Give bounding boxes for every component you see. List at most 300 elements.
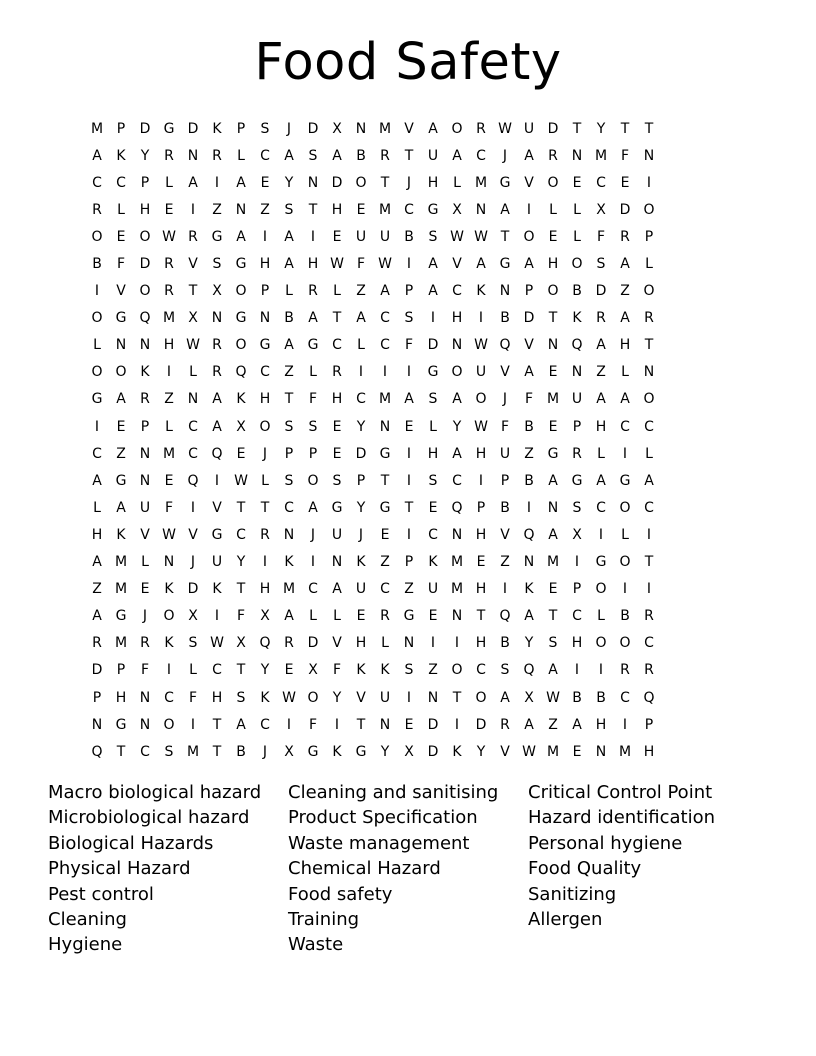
grid-letter: N bbox=[451, 526, 463, 543]
grid-letter: A bbox=[524, 608, 534, 625]
grid-letter: A bbox=[428, 256, 438, 273]
grid-letter: A bbox=[332, 147, 342, 164]
grid-letter: O bbox=[619, 499, 631, 516]
grid-letter: O bbox=[139, 283, 151, 300]
grid-letter: S bbox=[164, 743, 174, 760]
grid-letter: G bbox=[355, 743, 367, 760]
grid-letter: I bbox=[406, 445, 412, 462]
grid-letter: K bbox=[452, 743, 462, 760]
grid-letter: I bbox=[622, 445, 628, 462]
grid-letter: F bbox=[164, 499, 174, 516]
grid-letter: T bbox=[284, 391, 294, 408]
grid-letter: G bbox=[115, 472, 127, 489]
grid-letter: R bbox=[572, 445, 582, 462]
grid-letter: N bbox=[451, 608, 463, 625]
grid-letter: M bbox=[450, 554, 464, 571]
grid-letter: X bbox=[332, 120, 342, 137]
word-item: Waste bbox=[288, 934, 344, 956]
grid-letter: N bbox=[499, 283, 511, 300]
word-item: Pest control bbox=[48, 883, 154, 905]
grid-letter: N bbox=[283, 526, 295, 543]
grid-letter: I bbox=[310, 554, 316, 571]
grid-letter: C bbox=[596, 174, 606, 191]
grid-letter: L bbox=[93, 337, 101, 354]
grid-row bbox=[85, 250, 733, 277]
grid-letter: I bbox=[526, 201, 532, 218]
grid-letter: Z bbox=[212, 201, 222, 218]
grid-letter: G bbox=[403, 608, 415, 625]
grid-letter: I bbox=[166, 662, 172, 679]
grid-letter: C bbox=[380, 581, 390, 598]
grid-letter: I bbox=[598, 662, 604, 679]
grid-letter: O bbox=[91, 310, 103, 327]
grid-row bbox=[85, 386, 733, 413]
grid-letter: S bbox=[284, 472, 294, 489]
grid-letter: W bbox=[186, 337, 200, 354]
grid-letter: F bbox=[596, 228, 606, 245]
grid-letter: O bbox=[235, 337, 247, 354]
grid-letter: X bbox=[260, 608, 270, 625]
grid-letter: A bbox=[548, 662, 558, 679]
grid-letter: L bbox=[93, 499, 101, 516]
grid-letter: A bbox=[116, 499, 126, 516]
grid-letter: I bbox=[262, 228, 268, 245]
grid-letter: Y bbox=[284, 174, 294, 191]
grid-letter: Q bbox=[523, 662, 535, 679]
grid-letter: V bbox=[188, 256, 198, 273]
grid-letter: I bbox=[574, 554, 580, 571]
grid-letter: G bbox=[619, 472, 631, 489]
grid-letter: K bbox=[260, 689, 270, 706]
grid-letter: T bbox=[452, 689, 462, 706]
grid-letter: C bbox=[644, 499, 654, 516]
grid-letter: Y bbox=[332, 689, 342, 706]
grid-letter: A bbox=[284, 228, 294, 245]
grid-letter: T bbox=[644, 337, 654, 354]
grid-letter: Q bbox=[187, 472, 199, 489]
grid-letter: H bbox=[619, 337, 631, 354]
grid-letter: L bbox=[309, 608, 317, 625]
grid-letter: H bbox=[427, 445, 439, 462]
grid-letter: R bbox=[164, 256, 174, 273]
grid-letter: C bbox=[404, 201, 414, 218]
grid-letter: N bbox=[187, 391, 199, 408]
grid-letter: P bbox=[404, 283, 414, 300]
word-column bbox=[48, 780, 261, 958]
grid-letter: I bbox=[622, 716, 628, 733]
word-item: Food safety bbox=[288, 883, 393, 905]
grid-letter: M bbox=[186, 743, 200, 760]
grid-letter: G bbox=[547, 445, 559, 462]
grid-letter: O bbox=[475, 391, 487, 408]
grid-letter: I bbox=[478, 310, 484, 327]
grid-letter: D bbox=[91, 662, 103, 679]
grid-letter: H bbox=[355, 635, 367, 652]
grid-letter: O bbox=[451, 364, 463, 381]
grid-letter: C bbox=[356, 391, 366, 408]
grid-letter: A bbox=[92, 472, 102, 489]
grid-letter: T bbox=[236, 499, 246, 516]
grid-letter: A bbox=[428, 283, 438, 300]
grid-letter: U bbox=[379, 228, 391, 245]
grid-letter: T bbox=[644, 120, 654, 137]
grid-letter: U bbox=[523, 120, 535, 137]
grid-letter: H bbox=[475, 526, 487, 543]
grid-letter: D bbox=[331, 174, 343, 191]
grid-letter: A bbox=[236, 228, 246, 245]
word-item: Training bbox=[288, 909, 360, 931]
grid-letter: C bbox=[476, 662, 486, 679]
grid-letter: J bbox=[262, 445, 268, 462]
grid-row bbox=[85, 142, 733, 169]
grid-letter: P bbox=[644, 228, 654, 245]
grid-letter: P bbox=[572, 581, 582, 598]
grid-letter: H bbox=[427, 174, 439, 191]
grid-letter: L bbox=[261, 472, 269, 489]
grid-letter: A bbox=[620, 391, 630, 408]
grid-letter: N bbox=[259, 310, 271, 327]
grid-letter: Z bbox=[92, 581, 102, 598]
grid-letter: M bbox=[162, 310, 176, 327]
grid-letter: G bbox=[115, 310, 127, 327]
grid-letter: B bbox=[92, 256, 102, 273]
grid-letter: D bbox=[475, 716, 487, 733]
grid-letter: H bbox=[595, 418, 607, 435]
grid-letter: L bbox=[381, 635, 389, 652]
grid-letter: P bbox=[92, 689, 102, 706]
grid-letter: H bbox=[163, 337, 175, 354]
grid-letter: T bbox=[548, 608, 558, 625]
grid-letter: P bbox=[500, 472, 510, 489]
grid-letter: L bbox=[597, 445, 605, 462]
grid-row bbox=[85, 359, 733, 386]
grid-letter: Q bbox=[235, 364, 247, 381]
grid-letter: N bbox=[571, 147, 583, 164]
grid-letter: W bbox=[378, 256, 392, 273]
grid-letter: A bbox=[428, 120, 438, 137]
grid-letter: A bbox=[476, 256, 486, 273]
word-item: Waste management bbox=[288, 832, 470, 854]
grid-letter: Z bbox=[284, 364, 294, 381]
letter-grid bbox=[85, 115, 733, 765]
grid-letter: T bbox=[644, 554, 654, 571]
grid-letter: V bbox=[116, 283, 126, 300]
grid-letter: N bbox=[427, 689, 439, 706]
grid-letter: T bbox=[212, 716, 222, 733]
grid-letter: G bbox=[499, 256, 511, 273]
grid-letter: A bbox=[212, 418, 222, 435]
word-item: Hygiene bbox=[48, 934, 123, 956]
grid-letter: W bbox=[282, 689, 296, 706]
grid-letter: G bbox=[307, 337, 319, 354]
word-item: Biological Hazards bbox=[48, 832, 214, 854]
grid-letter: H bbox=[475, 445, 487, 462]
grid-letter: U bbox=[475, 364, 487, 381]
grid-letter: G bbox=[235, 256, 247, 273]
grid-letter: P bbox=[116, 662, 126, 679]
grid-letter: E bbox=[140, 581, 150, 598]
grid-row bbox=[85, 413, 733, 440]
grid-letter: M bbox=[114, 635, 128, 652]
grid-letter: N bbox=[595, 743, 607, 760]
grid-letter: W bbox=[474, 418, 488, 435]
grid-letter: C bbox=[260, 716, 270, 733]
grid-letter: V bbox=[404, 120, 414, 137]
grid-letter: J bbox=[310, 526, 316, 543]
grid-letter: X bbox=[524, 689, 534, 706]
word-list bbox=[0, 780, 816, 980]
grid-letter: M bbox=[162, 445, 176, 462]
grid-letter: R bbox=[620, 662, 630, 679]
grid-letter: N bbox=[139, 337, 151, 354]
grid-letter: E bbox=[404, 418, 414, 435]
grid-row bbox=[85, 278, 733, 305]
grid-letter: P bbox=[236, 120, 246, 137]
grid-letter: N bbox=[139, 716, 151, 733]
grid-letter: V bbox=[500, 364, 510, 381]
grid-letter: A bbox=[284, 608, 294, 625]
grid-letter: C bbox=[620, 689, 630, 706]
grid-letter: T bbox=[236, 662, 246, 679]
grid-letter: S bbox=[212, 256, 222, 273]
grid-letter: W bbox=[234, 472, 248, 489]
grid-letter: Z bbox=[380, 554, 390, 571]
grid-letter: M bbox=[114, 554, 128, 571]
grid-letter: O bbox=[91, 228, 103, 245]
grid-letter: O bbox=[619, 554, 631, 571]
grid-letter: E bbox=[332, 228, 342, 245]
grid-letter: N bbox=[307, 174, 319, 191]
word-column bbox=[528, 780, 715, 932]
grid-letter: W bbox=[474, 228, 488, 245]
grid-letter: O bbox=[163, 716, 175, 733]
grid-letter: Y bbox=[260, 662, 270, 679]
grid-letter: E bbox=[476, 554, 486, 571]
grid-letter: R bbox=[260, 526, 270, 543]
grid-letter: D bbox=[187, 120, 199, 137]
grid-letter: H bbox=[331, 391, 343, 408]
grid-letter: L bbox=[573, 201, 581, 218]
grid-letter: I bbox=[382, 364, 388, 381]
grid-letter: E bbox=[260, 174, 270, 191]
grid-letter: A bbox=[188, 174, 198, 191]
grid-letter: S bbox=[404, 662, 414, 679]
grid-letter: F bbox=[308, 391, 318, 408]
grid-letter: L bbox=[453, 174, 461, 191]
grid-row bbox=[85, 549, 733, 576]
grid-letter: N bbox=[475, 201, 487, 218]
grid-letter: H bbox=[331, 201, 343, 218]
grid-letter: C bbox=[284, 499, 294, 516]
word-item: Critical Control Point bbox=[528, 782, 713, 803]
grid-letter: C bbox=[212, 662, 222, 679]
grid-letter: D bbox=[307, 635, 319, 652]
grid-letter: D bbox=[307, 120, 319, 137]
grid-letter: A bbox=[92, 608, 102, 625]
grid-letter: D bbox=[427, 337, 439, 354]
grid-row bbox=[85, 521, 733, 548]
grid-letter: I bbox=[502, 581, 508, 598]
grid-letter: X bbox=[596, 201, 606, 218]
word-item: Cleaning bbox=[48, 909, 127, 931]
grid-letter: H bbox=[643, 743, 655, 760]
grid-letter: B bbox=[500, 635, 510, 652]
grid-letter: C bbox=[260, 147, 270, 164]
grid-letter: S bbox=[260, 120, 270, 137]
grid-letter: Z bbox=[596, 364, 606, 381]
word-item: Microbiological hazard bbox=[48, 807, 250, 829]
grid-letter: C bbox=[620, 418, 630, 435]
grid-letter: O bbox=[91, 364, 103, 381]
grid-letter: N bbox=[643, 364, 655, 381]
grid-letter: I bbox=[430, 635, 436, 652]
grid-letter: A bbox=[620, 310, 630, 327]
grid-letter: T bbox=[380, 174, 390, 191]
grid-letter: K bbox=[356, 662, 366, 679]
grid-letter: N bbox=[163, 554, 175, 571]
grid-letter: Y bbox=[140, 147, 150, 164]
grid-letter: Z bbox=[260, 201, 270, 218]
grid-letter: L bbox=[573, 228, 581, 245]
grid-letter: E bbox=[164, 472, 174, 489]
grid-letter: L bbox=[189, 662, 197, 679]
grid-letter: X bbox=[452, 201, 462, 218]
grid-letter: O bbox=[139, 228, 151, 245]
grid-letter: L bbox=[237, 147, 245, 164]
grid-letter: V bbox=[188, 526, 198, 543]
grid-row bbox=[85, 115, 733, 142]
grid-row bbox=[85, 332, 733, 359]
grid-letter: E bbox=[356, 201, 366, 218]
grid-letter: M bbox=[618, 743, 632, 760]
grid-letter: R bbox=[92, 635, 102, 652]
grid-letter: C bbox=[452, 283, 462, 300]
grid-row bbox=[85, 169, 733, 196]
grid-letter: G bbox=[571, 472, 583, 489]
puzzle-title: Food Safety bbox=[254, 33, 562, 92]
grid-letter: F bbox=[116, 256, 126, 273]
grid-letter: X bbox=[236, 418, 246, 435]
grid-letter: P bbox=[140, 418, 150, 435]
word-item: Personal hygiene bbox=[528, 832, 683, 854]
grid-row bbox=[85, 576, 733, 603]
grid-letter: R bbox=[500, 716, 510, 733]
grid-letter: D bbox=[427, 716, 439, 733]
grid-letter: N bbox=[379, 716, 391, 733]
grid-row bbox=[85, 223, 733, 250]
grid-letter: Q bbox=[139, 310, 151, 327]
grid-letter: P bbox=[476, 499, 486, 516]
grid-letter: N bbox=[355, 120, 367, 137]
grid-letter: C bbox=[644, 635, 654, 652]
grid-letter: Q bbox=[499, 337, 511, 354]
grid-letter: Q bbox=[571, 337, 583, 354]
grid-letter: L bbox=[357, 337, 365, 354]
grid-letter: G bbox=[211, 526, 223, 543]
grid-letter: I bbox=[310, 228, 316, 245]
grid-letter: P bbox=[308, 445, 318, 462]
grid-letter: D bbox=[619, 201, 631, 218]
grid-letter: A bbox=[548, 472, 558, 489]
grid-letter: R bbox=[476, 120, 486, 137]
grid-letter: E bbox=[332, 418, 342, 435]
grid-letter: T bbox=[548, 310, 558, 327]
grid-letter: N bbox=[379, 418, 391, 435]
grid-letter: M bbox=[594, 147, 608, 164]
grid-letter: P bbox=[116, 120, 126, 137]
grid-letter: W bbox=[330, 256, 344, 273]
grid-letter: C bbox=[188, 418, 198, 435]
grid-letter: T bbox=[620, 120, 630, 137]
word-item: Macro biological hazard bbox=[48, 782, 262, 803]
grid-letter: E bbox=[164, 201, 174, 218]
grid-letter: U bbox=[427, 581, 439, 598]
grid-letter: G bbox=[307, 743, 319, 760]
grid-letter: N bbox=[211, 310, 223, 327]
grid-letter: H bbox=[91, 526, 103, 543]
grid-letter: O bbox=[547, 283, 559, 300]
grid-letter: L bbox=[645, 445, 653, 462]
grid-row bbox=[85, 630, 733, 657]
grid-letter: J bbox=[406, 174, 412, 191]
grid-letter: A bbox=[644, 472, 654, 489]
grid-letter: N bbox=[115, 337, 127, 354]
grid-letter: K bbox=[140, 364, 150, 381]
grid-letter: W bbox=[210, 635, 224, 652]
grid-letter: A bbox=[452, 147, 462, 164]
grid-letter: O bbox=[307, 472, 319, 489]
grid-letter: E bbox=[548, 228, 558, 245]
grid-letter: H bbox=[451, 310, 463, 327]
grid-letter: I bbox=[406, 472, 412, 489]
grid-letter: Z bbox=[356, 283, 366, 300]
grid-letter: K bbox=[380, 662, 390, 679]
grid-letter: S bbox=[308, 418, 318, 435]
grid-letter: A bbox=[212, 391, 222, 408]
grid-letter: C bbox=[452, 472, 462, 489]
grid-letter: N bbox=[235, 201, 247, 218]
grid-letter: R bbox=[644, 310, 654, 327]
grid-letter: D bbox=[187, 581, 199, 598]
grid-letter: H bbox=[547, 256, 559, 273]
grid-letter: E bbox=[380, 526, 390, 543]
grid-letter: O bbox=[523, 228, 535, 245]
grid-letter: K bbox=[332, 743, 342, 760]
grid-letter: X bbox=[188, 608, 198, 625]
grid-letter: I bbox=[622, 581, 628, 598]
grid-letter: I bbox=[406, 364, 412, 381]
grid-letter: M bbox=[378, 391, 392, 408]
grid-letter: T bbox=[380, 472, 390, 489]
grid-letter: U bbox=[139, 499, 151, 516]
grid-letter: A bbox=[596, 391, 606, 408]
grid-letter: F bbox=[308, 716, 318, 733]
grid-letter: R bbox=[644, 608, 654, 625]
grid-letter: H bbox=[595, 716, 607, 733]
grid-letter: G bbox=[91, 391, 103, 408]
grid-letter: K bbox=[212, 120, 222, 137]
grid-letter: I bbox=[406, 526, 412, 543]
grid-letter: X bbox=[284, 743, 294, 760]
grid-letter: S bbox=[332, 472, 342, 489]
grid-letter: P bbox=[260, 283, 270, 300]
grid-letter: C bbox=[380, 310, 390, 327]
grid-letter: E bbox=[284, 662, 294, 679]
grid-letter: T bbox=[572, 120, 582, 137]
grid-letter: R bbox=[212, 147, 222, 164]
grid-letter: X bbox=[236, 635, 246, 652]
grid-letter: R bbox=[92, 201, 102, 218]
